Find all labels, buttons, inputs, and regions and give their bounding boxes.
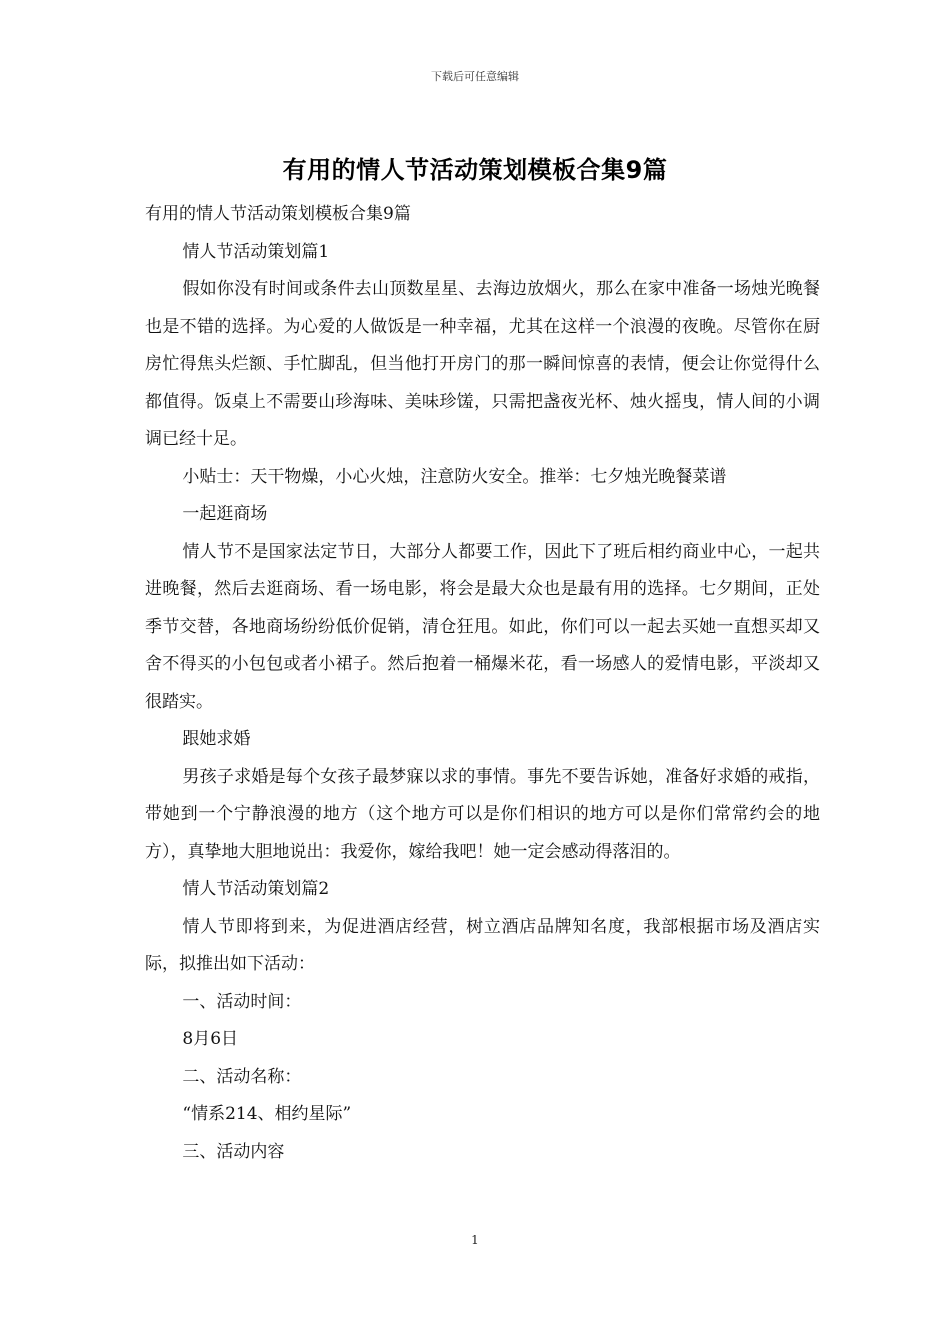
subheading-shopping: 一起逛商场: [182, 504, 268, 524]
paragraph: 情人节不是国家法定节日，大部分人都要工作，因此下了班后相约商业中心，一起共进晚餐，然后去逛商场、看一场电影，将会是最大众也是最有用的选择。七夕期间，正处季节交替，各地商场纷纷低价促销，清仓狂甩。如此，你们可以一起去买她一直想买却又舍不得买的小包包或者小裙子。然后抱着一桶爆米花，看一场感人的爱情电影，平淡却又很踏实。: [145, 541, 820, 712]
tip-paragraph: 小贴士：天干物燥，小心火烛，注意防火安全。推举：七夕烛光晚餐菜谱: [182, 466, 727, 487]
document-body: [145, 196, 820, 1171]
section-heading-1: 情人节活动策划篇1: [182, 241, 330, 262]
header-note: 下载后可任意编辑: [431, 70, 519, 83]
subtitle-line: 有用的情人节活动策划模板合集9篇: [145, 204, 411, 224]
paragraph: 男孩子求婚是每个女孩子最梦寐以求的事情。事先不要告诉她，准备好求婚的戒指，带她到一个宁静浪漫的地方（这个地方可以是你们相识的地方可以是你们常常约会的地方），真挚地大胆地说出：我爱你，嫁给我吧！她一定会感动得落泪的。: [145, 766, 820, 862]
list-item-time-value: 8月6日: [182, 1029, 239, 1049]
list-item-content-label: 三、活动内容: [182, 1141, 285, 1162]
list-item-time-label: 一、活动时间：: [182, 991, 302, 1012]
document-title: 有用的情人节活动策划模板合集9篇: [282, 156, 668, 184]
subheading-proposal: 跟她求婚: [182, 729, 251, 749]
paragraph: 假如你没有时间或条件去山顶数星星、去海边放烟火，那么在家中准备一场烛光晚餐也是不错的选择。为心爱的人做饭是一种幸福，尤其在这样一个浪漫的夜晚。尽管你在厨房忙得焦头烂额、手忙脚乱，但当他打开房门的那一瞬间惊喜的表情，便会让你觉得什么都值得。饭桌上不需要山珍海味、美味珍馐，只需把盏夜光杯、烛火摇曳，情人间的小调调已经十足。: [145, 279, 820, 449]
list-item-name-value: “情系214、相约星际”: [182, 1104, 352, 1124]
section-heading-2: 情人节活动策划篇2: [182, 879, 330, 899]
paragraph: 情人节即将到来，为促进酒店经营，树立酒店品牌知名度，我部根据市场及酒店实际，拟推出如下活动：: [145, 916, 820, 974]
page-number: 1: [471, 1233, 479, 1247]
list-item-name-label: 二、活动名称：: [182, 1066, 302, 1087]
